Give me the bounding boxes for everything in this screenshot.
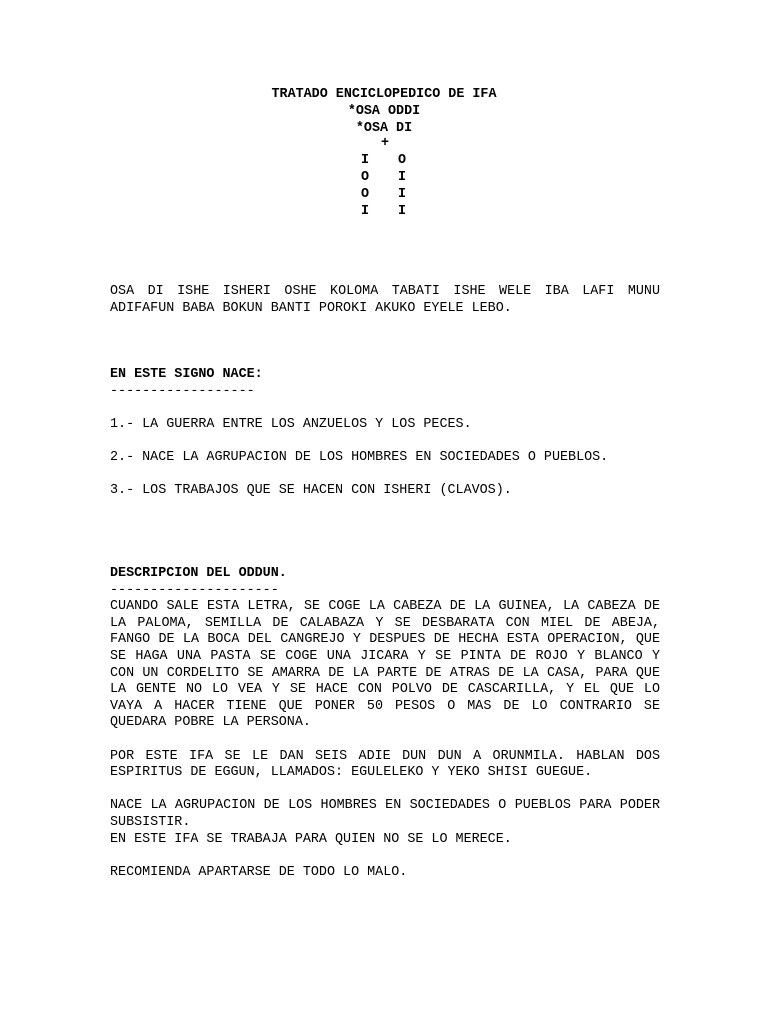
odu-figure — [0, 135, 768, 220]
odu-mark-left: O — [361, 170, 370, 185]
section-heading: DESCRIPCION DEL ODDUN. — [110, 566, 287, 581]
body-paragraph: CUANDO SALE ESTA LETRA, SE COGE LA CABEZA DE LA GUINEA, LA CABEZA DE LA PALOMA, SEMILLA DE CALABAZA Y SE DESBARATA CON MIEL DE ABEJA, FANGO DE LA BOCA DEL CANGREJO Y DESPUES DE HECHA ESTA OPERACION, QUE SE HAGA UNA PASTA SE COGE UNA JICARA Y SE PINTA DE ROJO Y BLANCO Y CON UN CORDELITO SE AMARRA DE LA PARTE DE ATRAS DE LA CASA, PARA QUE LA GENTE NO LO VEA Y SE HACE CON POLVO DE CASCARILLA, Y EL QUE LO VAYA A HACER TIENE QUE PONER 50 PESOS O MAS DE LO CONTRARIO SE QUEDARA POBRE LA PERSONA. — [110, 599, 660, 731]
odu-mark-left: I — [361, 204, 370, 219]
odu-mark-left: I — [361, 153, 370, 168]
list-item: 3.- LOS TRABAJOS QUE SE HACEN CON ISHERI (CLAVOS). — [110, 483, 512, 499]
odu-mark-right: I — [398, 187, 407, 202]
section-heading: EN ESTE SIGNO NACE: — [110, 367, 263, 382]
document-header — [0, 86, 768, 137]
body-paragraph: POR ESTE IFA SE LE DAN SEIS ADIE DUN DUN A ORUNMILA. HABLAN DOS ESPIRITUS DE EGGUN, LLAMADOS: EGULELEKO Y YEKO SHISI GUEGUE. — [110, 748, 660, 781]
section-underline: --------------------- — [110, 582, 279, 598]
descripcion-section — [110, 566, 660, 881]
odu-mark-left: O — [361, 187, 370, 202]
list-item: 1.- LA GUERRA ENTRE LOS ANZUELOS Y LOS PECES. — [110, 416, 472, 432]
list-item: 2.- NACE LA AGRUPACION DE LOS HOMBRES EN SOCIEDADES O PUEBLOS. — [110, 449, 609, 465]
odu-row — [0, 186, 768, 203]
odu-mark-right: I — [398, 204, 407, 219]
odu-plus-mark: + — [380, 136, 390, 151]
intro-paragraph: OSA DI ISHE ISHERI OSHE KOLOMA TABATI ISHE WELE IBA LAFI MUNU ADIFAFUN BABA BOKUN BANTI POROKI AKUKO EYELE LEBO. — [110, 284, 660, 316]
odu-row — [0, 203, 768, 220]
intro-section — [110, 284, 660, 317]
section-underline: ------------------ — [110, 383, 255, 399]
odu-row — [0, 169, 768, 186]
body-paragraph: NACE LA AGRUPACION DE LOS HOMBRES EN SOCIEDADES O PUEBLOS PARA PODER SUBSISTIR. — [110, 798, 660, 830]
body-paragraph: RECOMIENDA APARTARSE DE TODO LO MALO. — [110, 864, 408, 880]
odu-mark-right: I — [398, 170, 407, 185]
body-paragraph: EN ESTE IFA SE TRABAJA PARA QUIEN NO SE LO MERECE. — [110, 831, 512, 847]
sign-name: *OSA ODDI — [347, 104, 421, 119]
odu-row — [0, 152, 768, 169]
document-title: TRATADO ENCICLOPEDICO DE IFA — [271, 87, 497, 102]
nace-section — [110, 367, 660, 500]
sign-alt-name: *OSA DI — [355, 121, 413, 136]
odu-mark-right: O — [398, 153, 407, 168]
